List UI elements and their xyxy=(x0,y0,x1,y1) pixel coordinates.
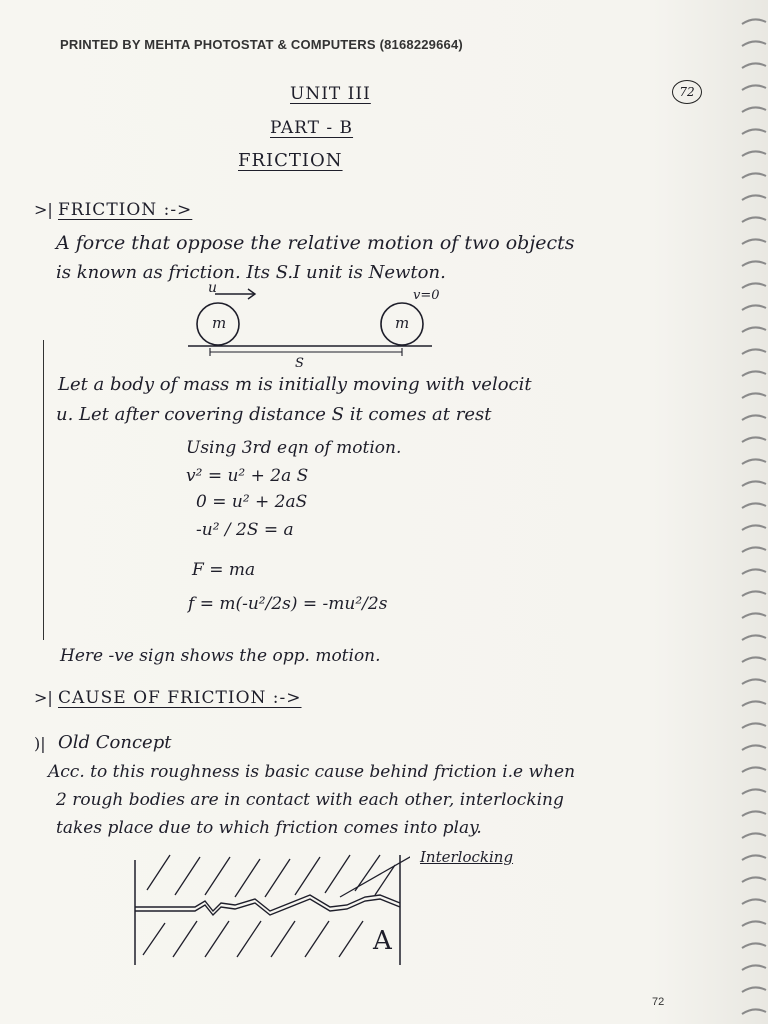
spiral-coil xyxy=(742,437,766,442)
equation-1: v² = u² + 2a S xyxy=(186,466,309,486)
spiral-coil xyxy=(742,327,766,332)
derivation-line-3: Using 3rd eqn of motion. xyxy=(186,438,402,458)
u-label: u xyxy=(208,280,218,296)
cause-text-line-1: Acc. to this roughness is basic cause behind friction i.e when xyxy=(48,762,576,782)
print-header: PRINTED BY MEHTA PHOTOSTAT & COMPUTERS (8168229664) xyxy=(60,37,463,52)
spiral-coil xyxy=(742,745,766,750)
spiral-coil xyxy=(742,943,766,948)
spiral-coil xyxy=(742,833,766,838)
spiral-coil xyxy=(742,811,766,816)
spiral-coil xyxy=(742,85,766,90)
spiral-coil xyxy=(742,393,766,398)
equation-5: f = m(-u²/2s) = -mu²/2s xyxy=(188,594,388,614)
spiral-coil xyxy=(742,591,766,596)
friction-heading: FRICTION :-> xyxy=(58,200,193,220)
spiral-coil xyxy=(742,371,766,376)
page-marker-circled: 72 xyxy=(672,80,702,104)
bullet-arrow-icon: >| xyxy=(34,688,53,707)
spiral-coil xyxy=(742,195,766,200)
interlocking-diagram xyxy=(125,845,410,965)
derivation-line-1: Let a body of mass m is initially moving with velocit xyxy=(58,374,532,395)
cause-text-line-2: 2 rough bodies are in contact with each other, interlocking xyxy=(56,790,564,810)
old-concept-heading: Old Concept xyxy=(58,732,172,753)
margin-bracket-line xyxy=(43,340,44,640)
spiral-coil xyxy=(742,723,766,728)
mass-right-label: m xyxy=(395,314,410,332)
spiral-coil xyxy=(742,415,766,420)
spiral-coil xyxy=(742,965,766,970)
spiral-coil xyxy=(742,305,766,310)
spiral-coil xyxy=(742,679,766,684)
spiral-coil xyxy=(742,151,766,156)
sign-note: Here -ve sign shows the opp. motion. xyxy=(60,646,381,666)
equation-2: 0 = u² + 2aS xyxy=(196,492,308,512)
v-label: v=0 xyxy=(413,288,440,303)
spiral-coil xyxy=(742,217,766,222)
part-title: PART - B xyxy=(270,118,354,138)
topic-title: FRICTION xyxy=(238,150,343,171)
definition-line-2: is known as friction. Its S.I unit is Newton. xyxy=(56,262,446,283)
spiral-coil xyxy=(742,19,766,24)
spiral-coil xyxy=(742,613,766,618)
spiral-coil xyxy=(742,767,766,772)
spiral-coil xyxy=(742,657,766,662)
spiral-coil xyxy=(742,877,766,882)
equation-3: -u² / 2S = a xyxy=(196,520,294,540)
spiral-binding xyxy=(740,0,768,1024)
spiral-coil xyxy=(742,789,766,794)
spiral-coil xyxy=(742,261,766,266)
spiral-coil xyxy=(742,503,766,508)
spiral-coil xyxy=(742,899,766,904)
spiral-coil xyxy=(742,239,766,244)
spiral-coil xyxy=(742,173,766,178)
spiral-coil xyxy=(742,107,766,112)
spiral-coil xyxy=(742,129,766,134)
interlocking-callout: Interlocking xyxy=(420,848,514,866)
unit-title: UNIT III xyxy=(290,84,371,104)
spiral-coil xyxy=(742,63,766,68)
spiral-coil xyxy=(742,569,766,574)
cause-heading: CAUSE OF FRICTION :-> xyxy=(58,688,302,708)
spiral-coil xyxy=(742,525,766,530)
block-label: A xyxy=(373,926,392,956)
spiral-coil xyxy=(742,701,766,706)
mass-left-label: m xyxy=(212,314,227,332)
spiral-coil xyxy=(742,547,766,552)
equation-4: F = ma xyxy=(192,560,256,580)
spiral-coil xyxy=(742,987,766,992)
spiral-coil xyxy=(742,41,766,46)
derivation-line-2: u. Let after covering distance S it comes at rest xyxy=(56,404,492,425)
page-number: 72 xyxy=(652,996,665,1008)
spiral-coil xyxy=(742,921,766,926)
spiral-coil xyxy=(742,635,766,640)
spiral-coil xyxy=(742,855,766,860)
spiral-coil xyxy=(742,459,766,464)
distance-label: S xyxy=(295,356,304,371)
spiral-coil xyxy=(742,349,766,354)
spiral-coil xyxy=(742,283,766,288)
list-marker-icon: )| xyxy=(34,734,46,753)
cause-text-line-3: takes place due to which friction comes into play. xyxy=(56,818,482,838)
bullet-arrow-icon: >| xyxy=(34,200,53,219)
definition-line-1: A force that oppose the relative motion of two objects xyxy=(56,232,575,254)
spiral-coil xyxy=(742,481,766,486)
spiral-coil xyxy=(742,1009,766,1014)
